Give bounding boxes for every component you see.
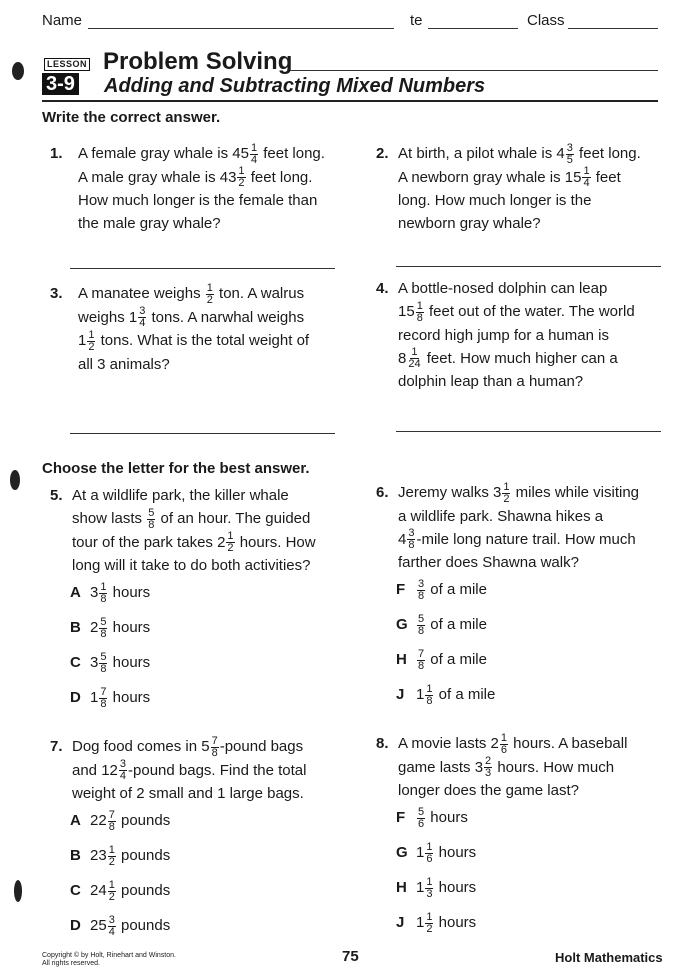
- option-whole: 24: [90, 882, 107, 899]
- q8-line2: game lasts 3 $\frac{2}{3}$ hours. How much: [398, 755, 615, 780]
- option-fraction: $\frac{7}{8}$: [100, 685, 107, 710]
- answer-option[interactable]: [396, 876, 476, 900]
- answer-option[interactable]: [396, 841, 476, 865]
- option-fraction: $\frac{1}{6}$: [426, 840, 433, 865]
- lesson-number-badge: 3-9: [42, 73, 79, 95]
- question-4: [376, 277, 676, 393]
- option-letter: J: [396, 686, 405, 703]
- option-fraction: $\frac{7}{8}$: [108, 808, 115, 833]
- option-whole: 25: [90, 917, 107, 934]
- option-letter: B: [70, 847, 81, 864]
- answer-option[interactable]: [70, 809, 170, 833]
- option-unit: hours: [434, 914, 477, 931]
- option-unit: hours: [108, 689, 151, 706]
- page-number: 75: [342, 948, 359, 965]
- page-title: Problem Solving: [103, 48, 293, 75]
- q1-line4: the male gray whale?: [78, 215, 221, 233]
- option-letter: G: [396, 616, 408, 633]
- punch-hole-mark: [12, 62, 24, 80]
- answer-option[interactable]: [396, 683, 495, 707]
- option-unit: hours: [426, 809, 468, 826]
- name-label: Name: [42, 12, 83, 29]
- section1-instruction: Write the correct answer.: [42, 109, 221, 126]
- option-whole: 1: [416, 914, 425, 931]
- q7-line1: Dog food comes in 5 $\frac{7}{8}$ -pound bags: [72, 734, 304, 759]
- q3-line3: 1 $\frac{1}{2}$ tons. What is the total weight of: [78, 328, 310, 353]
- q1-line3: How much longer is the female than: [78, 192, 318, 210]
- q3-line4: all 3 animals?: [78, 355, 170, 373]
- option-unit: hours: [434, 844, 477, 861]
- option-fraction: $\frac{1}{2}$: [108, 843, 115, 868]
- option-unit: of a mile: [426, 616, 487, 633]
- option-unit: pounds: [116, 882, 171, 899]
- option-fraction: $\frac{5}{8}$: [418, 612, 425, 637]
- option-whole: 23: [90, 847, 107, 864]
- option-letter: J: [396, 914, 405, 931]
- punch-hole-mark: [10, 470, 20, 490]
- q4-line1: A bottle-nosed dolphin can leap: [398, 280, 608, 297]
- option-letter: H: [396, 879, 407, 896]
- date-label: te: [410, 12, 423, 29]
- title-rule: [290, 70, 658, 71]
- q2-line1: At birth, a pilot whale is 4 $\frac{3}{5}$ feet long.: [398, 141, 641, 166]
- option-letter: H: [396, 651, 407, 668]
- q5-line2: show lasts $\frac{5}{8}$ of an hour. The guided: [72, 506, 311, 531]
- page-subtitle: Adding and Subtracting Mixed Numbers: [104, 75, 486, 97]
- option-whole: 3: [90, 584, 99, 601]
- option-fraction: $\frac{5}{6}$: [418, 805, 425, 830]
- question-number: 7.: [50, 738, 63, 755]
- q2-answer-line[interactable]: [396, 266, 661, 267]
- option-fraction: $\frac{1}{3}$: [426, 875, 433, 900]
- question-2: [376, 142, 676, 235]
- option-whole: 1: [90, 689, 99, 706]
- answer-option[interactable]: [70, 581, 150, 605]
- question-3: [50, 282, 350, 376]
- option-whole: 1: [416, 686, 425, 703]
- q5-line1: At a wildlife park, the killer whale: [72, 487, 289, 504]
- option-letter: D: [70, 689, 81, 706]
- lesson-label: LESSON: [44, 58, 90, 71]
- q1-line2: A male gray whale is 43 $\frac{1}{2}$ feet long.: [78, 165, 313, 190]
- question-number: 5.: [50, 487, 63, 504]
- option-unit: hours: [108, 619, 151, 636]
- option-fraction: $\frac{1}{2}$: [108, 878, 115, 903]
- publisher-name: Holt Mathematics: [555, 950, 663, 965]
- option-fraction: $\frac{1}{8}$: [100, 580, 107, 605]
- option-unit: of a mile: [426, 581, 487, 598]
- option-unit: hours: [434, 879, 477, 896]
- option-letter: A: [70, 812, 81, 829]
- question-number: 8.: [376, 735, 389, 752]
- question-number: 4.: [376, 280, 389, 297]
- header-rule: [42, 100, 658, 102]
- q5-line3: tour of the park takes 2 $\frac{1}{2}$ hours. How: [72, 530, 316, 555]
- q6-line1: Jeremy walks 3 $\frac{1}{2}$ miles while visiting: [398, 480, 640, 505]
- option-letter: F: [396, 581, 406, 598]
- name-field-line[interactable]: [88, 28, 394, 29]
- question-number: 6.: [376, 484, 389, 501]
- answer-option[interactable]: [396, 806, 468, 830]
- answer-option[interactable]: [70, 651, 150, 675]
- option-letter: A: [70, 584, 81, 601]
- question-5: [50, 484, 350, 577]
- q7-line2: and 12 $\frac{3}{4}$ -pound bags. Find the total: [72, 758, 307, 783]
- q4-line5: dolphin leap than a human?: [398, 373, 584, 391]
- section2-instruction: Choose the letter for the best answer.: [42, 460, 310, 477]
- answer-option[interactable]: [70, 844, 170, 868]
- date-field-line[interactable]: [428, 28, 518, 29]
- option-letter: G: [396, 844, 408, 861]
- option-letter: C: [70, 882, 81, 899]
- question-1: [50, 142, 350, 235]
- q3-line1: A manatee weighs $\frac{1}{2}$ ton. A walrus: [78, 281, 305, 306]
- q7-line3: weight of 2 small and 1 large bags.: [72, 785, 304, 803]
- answer-option[interactable]: [70, 616, 150, 640]
- class-label: Class: [527, 12, 565, 29]
- q1-line1: A female gray whale is 45 $\frac{1}{4}$ feet long.: [78, 141, 325, 166]
- question-8: [376, 732, 676, 802]
- option-unit: of a mile: [426, 651, 487, 668]
- option-letter: C: [70, 654, 81, 671]
- q4-line3: record high jump for a human is: [398, 326, 609, 344]
- option-fraction: $\frac{7}{8}$: [418, 647, 425, 672]
- class-field-line[interactable]: [568, 28, 658, 29]
- q5-line4: long will it take to do both activities?: [72, 557, 311, 575]
- copyright-notice: Copyright © by Holt, Rinehart and Winston. All rights reserved.: [42, 952, 176, 967]
- q6-line4: farther does Shawna walk?: [398, 554, 579, 572]
- q1-answer-line[interactable]: [70, 268, 335, 269]
- option-letter: D: [70, 917, 81, 934]
- option-fraction: $\frac{1}{8}$: [426, 682, 433, 707]
- option-letter: B: [70, 619, 81, 636]
- answer-option[interactable]: [396, 613, 487, 637]
- answer-option[interactable]: [396, 578, 487, 602]
- q4-answer-line[interactable]: [396, 431, 661, 432]
- option-unit: hours: [108, 654, 151, 671]
- option-whole: 2: [90, 619, 99, 636]
- option-unit: pounds: [116, 812, 171, 829]
- option-fraction: $\frac{5}{8}$: [100, 615, 107, 640]
- q6-line3: 4 $\frac{3}{8}$ -mile long nature trail. How much: [398, 527, 636, 552]
- question-7: [50, 735, 350, 805]
- question-number: 3.: [50, 285, 63, 302]
- answer-option[interactable]: [396, 648, 487, 672]
- q2-line3: long. How much longer is the: [398, 192, 592, 210]
- option-unit: of a mile: [434, 686, 496, 703]
- option-unit: pounds: [116, 847, 171, 864]
- option-unit: pounds: [116, 917, 171, 934]
- option-whole: 3: [90, 654, 99, 671]
- q4-line4: 8 $\frac{1}{24}$ feet. How much higher can a: [398, 346, 618, 371]
- option-whole: 1: [416, 844, 425, 861]
- option-letter: F: [396, 809, 406, 826]
- question-number: 1.: [50, 145, 63, 162]
- answer-option[interactable]: [70, 879, 170, 903]
- option-whole: 22: [90, 812, 107, 829]
- answer-option[interactable]: [70, 686, 150, 710]
- answer-option[interactable]: [70, 914, 170, 938]
- option-fraction: $\frac{3}{4}$: [108, 913, 115, 938]
- q3-line2: weighs 1 $\frac{3}{4}$ tons. A narwhal weighs: [78, 305, 305, 330]
- option-unit: hours: [108, 584, 151, 601]
- option-fraction: $\frac{3}{8}$: [418, 577, 425, 602]
- q6-line2: a wildlife park. Shawna hikes a: [398, 507, 604, 525]
- question-6: [376, 481, 676, 574]
- answer-option[interactable]: [396, 911, 476, 935]
- q3-answer-line[interactable]: [70, 433, 335, 434]
- q8-line3: longer does the game last?: [398, 782, 579, 800]
- option-whole: 1: [416, 879, 425, 896]
- q2-line2: A newborn gray whale is 15 $\frac{1}{4}$ feet: [398, 165, 621, 190]
- punch-hole-mark: [14, 880, 22, 902]
- q8-line1: A movie lasts 2 $\frac{1}{6}$ hours. A baseball: [398, 731, 628, 756]
- option-fraction: $\frac{1}{2}$: [426, 910, 433, 935]
- q2-line4: newborn gray whale?: [398, 215, 541, 233]
- option-fraction: $\frac{5}{8}$: [100, 650, 107, 675]
- question-number: 2.: [376, 145, 389, 162]
- q4-line2: 15 $\frac{1}{8}$ feet out of the water. The world: [398, 299, 635, 324]
